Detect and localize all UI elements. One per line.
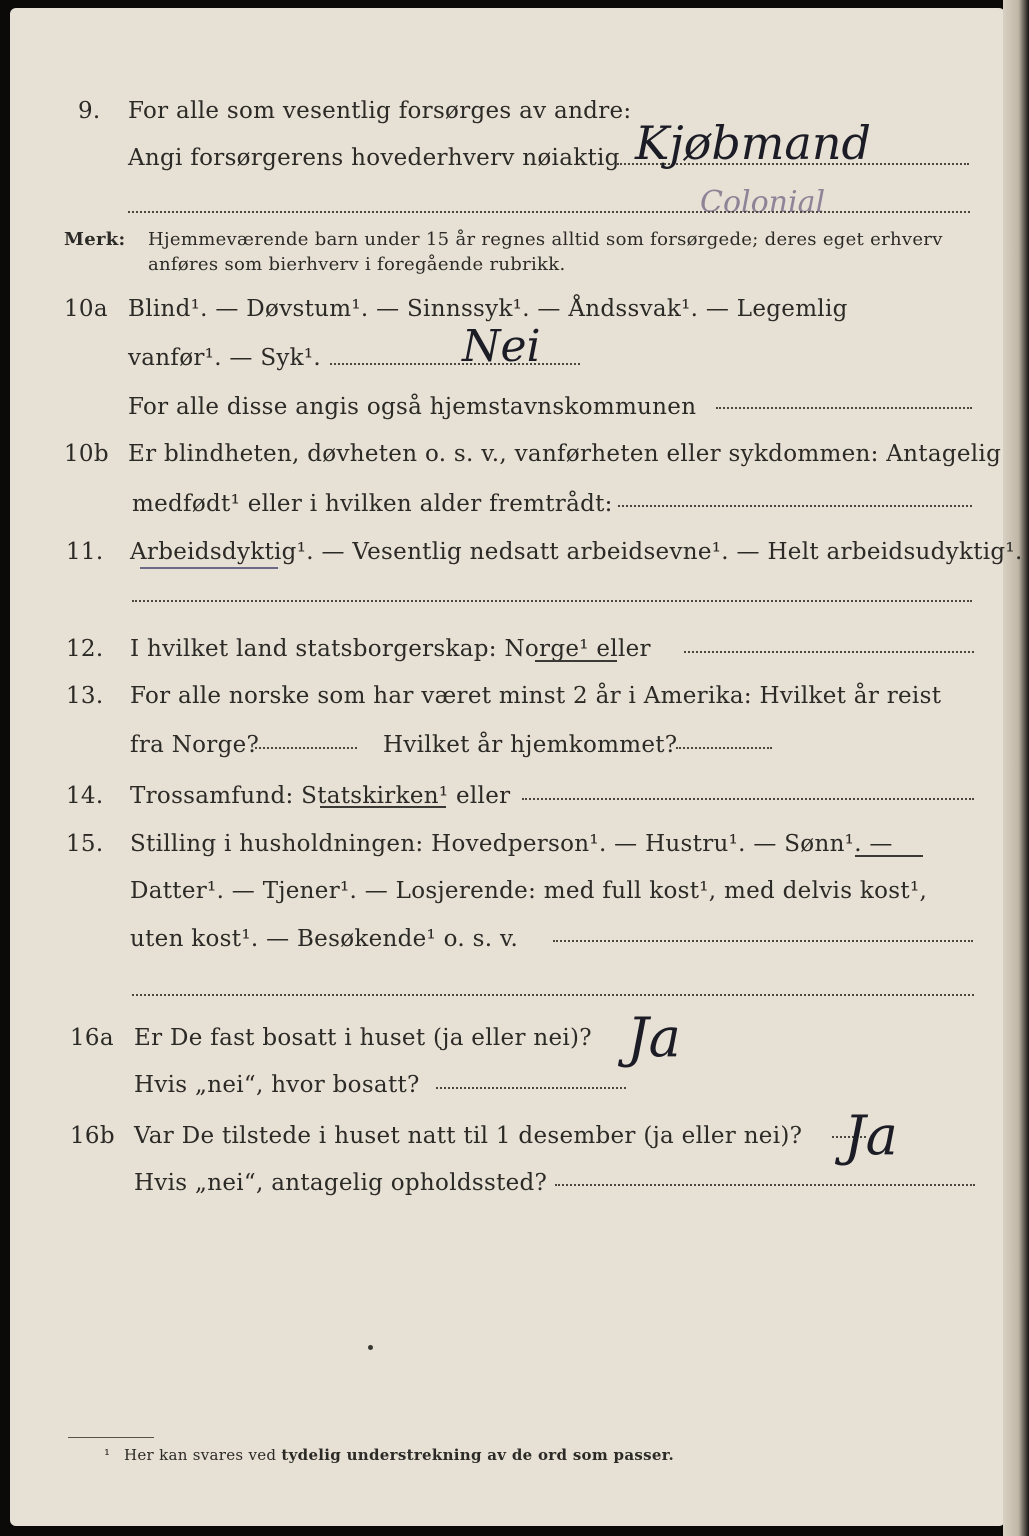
q13-hjemkommet-line (676, 747, 772, 749)
q16a-text-line2: Hvis „nei“, hvor bosatt? (134, 1072, 420, 1098)
q12-underline-norge (535, 660, 617, 662)
q10b-text-line1: Er blindheten, døvheten o. s. v., vanførheten eller sykdommen: Antagelig (128, 441, 1002, 467)
q11-number: 11. (66, 539, 104, 565)
q13-reist-line (255, 747, 357, 749)
q10b-text-line2: medfødt¹ eller i hvilken alder fremtrådt: (132, 491, 613, 517)
q10a-handwritten-answer: Nei (462, 321, 541, 372)
q15-text-line3: uten kost¹. — Besøkende¹ o. s. v. (130, 926, 519, 952)
q16a-handwritten-answer: Ja (627, 1006, 681, 1069)
q10b-answer-line (618, 505, 972, 507)
q16a-text-line1: Er De fast bosatt i huset (ja eller nei)? (134, 1025, 592, 1051)
ink-speck (368, 1345, 373, 1350)
q10a-number: 10a (64, 296, 108, 322)
q11-answer-line (132, 600, 972, 602)
q13-text-line1: For alle norske som har været minst 2 år i Amerika: Hvilket år reist (130, 683, 942, 709)
q10a-text-line1: Blind¹. — Døvstum¹. — Sinnssyk¹. — Åndssvak¹. — Legemlig (128, 296, 848, 322)
q15-number: 15. (66, 831, 104, 857)
q14-answer-line (522, 798, 974, 800)
q10a-text-line3: For alle disse angis også hjemstavnskommunen (128, 394, 697, 420)
q16b-text-line2: Hvis „nei“, antagelig opholdssted? (134, 1170, 548, 1196)
q9-handwritten-note: Colonial (700, 185, 826, 220)
q13-text-line2b: Hvilket år hjemkommet? (383, 732, 678, 758)
footnote-rule (68, 1437, 154, 1438)
page-edge-shadow (1003, 0, 1029, 1536)
q10a-text-line2: vanfør¹. — Syk¹. (128, 345, 322, 371)
q16b-text-line1: Var De tilstede i huset natt til 1 desember (ja eller nei)? (134, 1123, 803, 1149)
merk-text-line1: Hjemmeværende barn under 15 år regnes alltid som forsørgede; deres eget erhverv (148, 229, 943, 250)
q15-text-line1: Stilling i husholdningen: Hovedperson¹. — Hustru¹. — Sønn¹. — (130, 831, 893, 857)
q9-number: 9. (78, 98, 101, 124)
q14-number: 14. (66, 783, 104, 809)
q16a-number: 16a (70, 1025, 114, 1051)
q15-underline-sonn (855, 855, 923, 857)
q11-underline-arbeidsdyktig (140, 567, 278, 569)
q11-text-line1: Arbeidsdyktig¹. — Vesentlig nedsatt arbeidsevne¹. — Helt arbeidsudyktig¹. (130, 539, 1023, 565)
q10b-number: 10b (64, 441, 109, 467)
q10a-answer-line (330, 363, 580, 365)
q9-handwritten-answer: Kjøbmand (635, 116, 871, 170)
q12-answer-line (684, 651, 974, 653)
q15-answer-line-2 (132, 994, 974, 996)
q14-text-line1: Trossamfund: Statskirken¹ eller (130, 783, 511, 809)
merk-text-line2: anføres som bierhverv i foregående rubrikk. (148, 254, 566, 275)
footnote-text-normal: Her kan svares ved (124, 1446, 282, 1464)
q16a-bosatt-line (436, 1087, 626, 1089)
q13-text-line2a: fra Norge? (130, 732, 260, 758)
q15-text-line2: Datter¹. — Tjener¹. — Losjerende: med full kost¹, med delvis kost¹, (130, 878, 928, 904)
q13-number: 13. (66, 683, 104, 709)
merk-label: Merk: (64, 229, 126, 250)
footnote-text (124, 1445, 674, 1465)
footnote-text-bold: tydelig understrekning av de ord som passer. (281, 1446, 675, 1464)
footnote-mark: ¹ (104, 1446, 111, 1464)
q15-answer-line (553, 940, 973, 942)
q10a-hometown-line (716, 407, 972, 409)
q14-underline-statskirken (320, 806, 446, 808)
q16b-handwritten-answer: Ja (844, 1104, 898, 1167)
q9-text-line1: For alle som vesentlig forsørges av andre: (128, 98, 632, 124)
q9-answer-line-2 (128, 211, 970, 213)
q16b-opholdssted-line (555, 1184, 975, 1186)
q12-text-line1: I hvilket land statsborgerskap: Norge¹ eller (130, 636, 651, 662)
q9-text-line2: Angi forsørgerens hovederhverv nøiaktig (128, 145, 620, 171)
q12-number: 12. (66, 636, 104, 662)
q16b-number: 16b (70, 1123, 115, 1149)
